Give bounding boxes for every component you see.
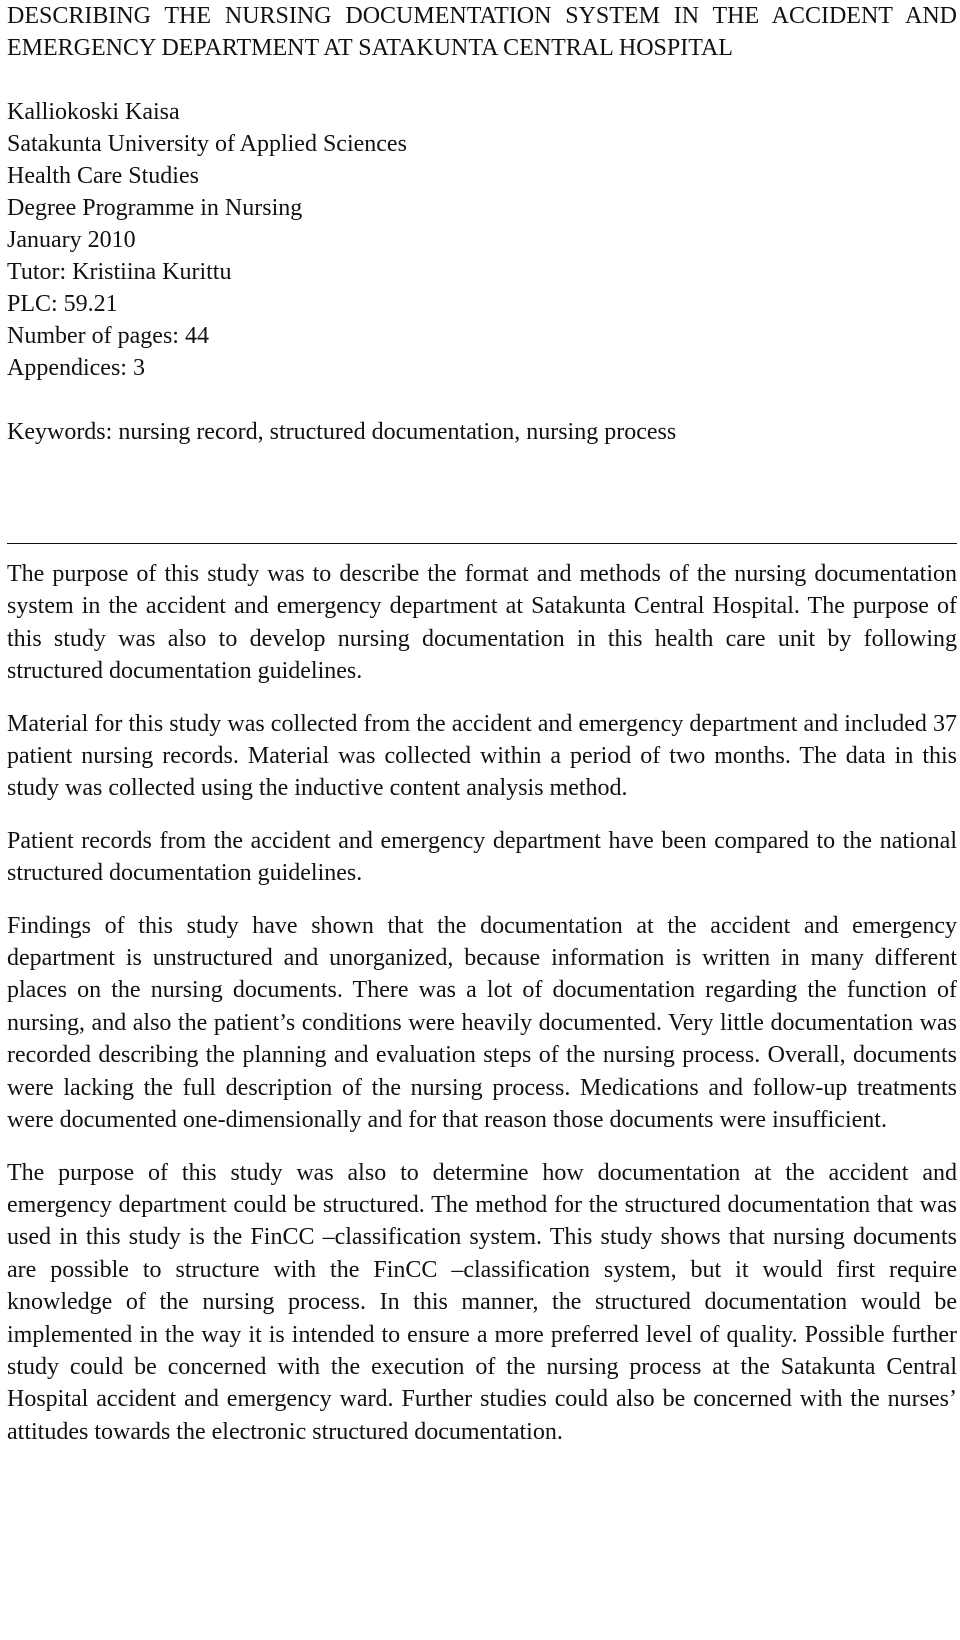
abstract-paragraph-3: Patient records from the accident and emergency department have been compared to the national structured documentation guidelines. xyxy=(7,827,957,887)
abstract-body xyxy=(7,558,957,1468)
abstract-paragraph-5: The purpose of this study was also to determine how documentation at the accident and emergency department could be structured. The method for the structured documentation that was used in this study is the FinCC –classification system. This study shows that nursing documents are possible to structure with the FinCC –classification system, but it would first require knowledge of the nursing process. In this manner, the structured documentation would be implemented in the way it is intended to ensure a more preferred level of quality. Possible further study could be concerned with the execution of the nursing process at the Satakunta Central Hospital accident and emergency ward. Further studies could also be concerned with the nurses’ attitudes towards the electronic structured documentation. xyxy=(7,1159,957,1445)
institution: Satakunta University of Applied Sciences xyxy=(7,131,407,157)
page-count: Number of pages: 44 xyxy=(7,323,209,349)
thesis-metadata xyxy=(7,96,957,384)
studies: Health Care Studies xyxy=(7,163,199,189)
abstract-paragraph-1: The purpose of this study was to describe the format and methods of the nursing documentation system in the accident and emergency department at Satakunta Central Hospital. The purpose of this study was also to develop nursing documentation in this health care unit by following structured documentation guidelines. xyxy=(7,561,957,685)
thesis-title: DESCRIBING THE NURSING DOCUMENTATION SYSTEM IN THE ACCIDENT AND EMERGENCY DEPARTMENT AT SATAKUNTA CENTRAL HOSPITAL xyxy=(7,3,957,61)
date: January 2010 xyxy=(7,227,136,253)
plc-code: PLC: 59.21 xyxy=(7,291,118,317)
divider xyxy=(7,543,957,544)
appendices-count: Appendices: 3 xyxy=(7,355,145,381)
keywords: Keywords: nursing record, structured documentation, nursing process xyxy=(7,419,677,445)
degree-programme: Degree Programme in Nursing xyxy=(7,195,303,221)
abstract-paragraph-2: Material for this study was collected from the accident and emergency department and included 37 patient nursing records. Material was collected within a period of two months. The data in this study was collected using the inductive content analysis method. xyxy=(7,710,957,802)
tutor: Tutor: Kristiina Kurittu xyxy=(7,259,232,285)
author: Kalliokoski Kaisa xyxy=(7,99,180,125)
abstract-paragraph-4: Findings of this study have shown that the documentation at the accident and emergency department is unstructured and unorganized, because information is written in many different places on the nursing documents. There was a lot of documentation regarding the function of nursing, and also the patient’s conditions were heavily documented. Very little documentation was recorded describing the planning and evaluation steps of the nursing process. Overall, documents were lacking the full description of the nursing process. Medications and follow-up treatments were documented one-dimensionally and for that reason those documents were insufficient. xyxy=(7,912,957,1134)
document-page xyxy=(7,0,957,1445)
